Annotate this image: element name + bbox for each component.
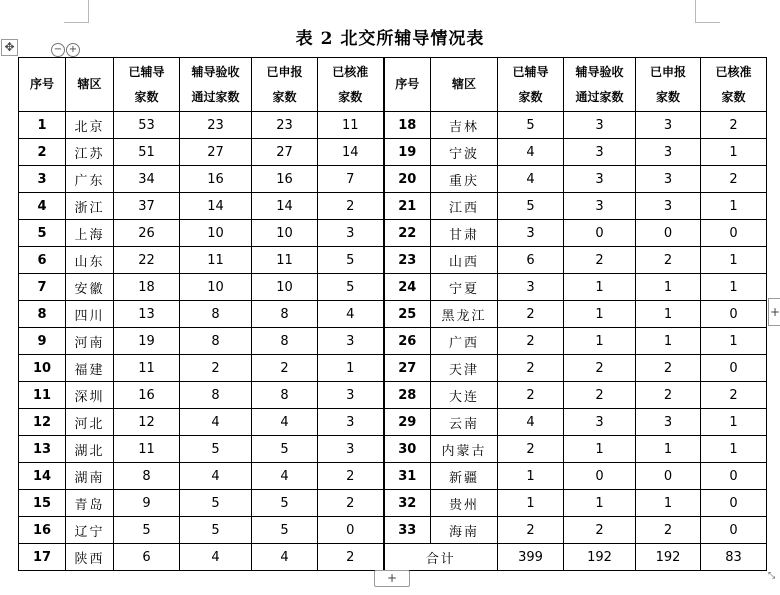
row-index-cell[interactable]: 27	[384, 355, 431, 382]
counseled-cell[interactable]: 53	[114, 112, 180, 139]
header-region[interactable]: 辖区	[66, 58, 114, 112]
approved-cell[interactable]: 2	[701, 166, 767, 193]
table-row	[19, 166, 767, 193]
approved-cell[interactable]: 2	[318, 193, 384, 220]
table-move-handle-icon[interactable]: ✥	[1, 39, 18, 56]
passed-cell[interactable]: 3	[564, 139, 636, 166]
region-cell[interactable]: 深圳	[66, 382, 114, 409]
row-index-cell[interactable]: 16	[19, 517, 66, 544]
passed-cell[interactable]: 0	[564, 220, 636, 247]
counseled-cell[interactable]: 3	[498, 274, 564, 301]
approved-cell[interactable]: 0	[701, 463, 767, 490]
approved-cell[interactable]: 1	[701, 193, 767, 220]
region-cell[interactable]: 黑龙江	[431, 301, 498, 328]
counseled-cell[interactable]: 2	[498, 517, 564, 544]
passed-cell[interactable]: 1	[564, 301, 636, 328]
approved-cell[interactable]: 7	[318, 166, 384, 193]
counseled-cell[interactable]: 5	[498, 112, 564, 139]
passed-cell[interactable]: 5	[180, 490, 252, 517]
counseled-cell[interactable]: 4	[498, 166, 564, 193]
filed-cell[interactable]: 8	[252, 301, 318, 328]
filed-cell[interactable]: 23	[252, 112, 318, 139]
passed-cell[interactable]: 27	[180, 139, 252, 166]
approved-cell[interactable]: 11	[318, 112, 384, 139]
row-index-cell[interactable]: 20	[384, 166, 431, 193]
filed-cell[interactable]: 3	[636, 166, 701, 193]
approved-cell[interactable]: 2	[318, 490, 384, 517]
filed-cell[interactable]: 2	[636, 247, 701, 274]
filed-cell[interactable]: 2	[636, 382, 701, 409]
counseled-cell[interactable]: 2	[498, 382, 564, 409]
row-index-cell[interactable]: 11	[19, 382, 66, 409]
passed-cell[interactable]: 4	[180, 463, 252, 490]
row-index-cell[interactable]: 7	[19, 274, 66, 301]
region-cell[interactable]: 宁波	[431, 139, 498, 166]
counseled-cell[interactable]: 51	[114, 139, 180, 166]
passed-cell[interactable]: 10	[180, 220, 252, 247]
row-index-cell[interactable]: 30	[384, 436, 431, 463]
approved-cell[interactable]: 3	[318, 328, 384, 355]
header-filed[interactable]: 已申报 家数	[636, 58, 701, 112]
header-index[interactable]: 序号	[384, 58, 431, 112]
header-passed[interactable]: 辅导验收 通过家数	[564, 58, 636, 112]
counseled-cell[interactable]: 9	[114, 490, 180, 517]
header-counseled[interactable]: 已辅导 家数	[114, 58, 180, 112]
filed-cell[interactable]: 14	[252, 193, 318, 220]
approved-cell[interactable]: 1	[701, 247, 767, 274]
passed-cell[interactable]: 3	[564, 166, 636, 193]
table-row	[19, 544, 767, 571]
table-row	[19, 517, 767, 544]
passed-cell[interactable]: 16	[180, 166, 252, 193]
remove-column-icon[interactable]: −	[51, 43, 65, 57]
counseled-cell[interactable]: 11	[114, 355, 180, 382]
filed-cell[interactable]: 4	[252, 544, 318, 571]
table-title: 表 2 北交所辅导情况表	[295, 29, 485, 49]
counseled-cell[interactable]: 8	[114, 463, 180, 490]
row-index-cell[interactable]: 18	[384, 112, 431, 139]
approved-cell[interactable]: 3	[318, 436, 384, 463]
filed-cell[interactable]: 3	[636, 193, 701, 220]
region-cell[interactable]: 江西	[431, 193, 498, 220]
filed-cell[interactable]: 2	[636, 355, 701, 382]
passed-cell[interactable]: 2	[564, 382, 636, 409]
approved-cell[interactable]: 0	[701, 220, 767, 247]
approved-cell[interactable]: 2	[318, 463, 384, 490]
approved-cell[interactable]: 3	[318, 220, 384, 247]
passed-cell[interactable]: 2	[564, 247, 636, 274]
counseled-cell[interactable]: 26	[114, 220, 180, 247]
filed-cell[interactable]: 1	[636, 301, 701, 328]
page-corner-top-right	[695, 0, 720, 23]
region-cell[interactable]: 浙江	[66, 193, 114, 220]
counseled-cell[interactable]: 6	[498, 247, 564, 274]
approved-cell[interactable]: 3	[318, 409, 384, 436]
counseled-cell[interactable]: 18	[114, 274, 180, 301]
row-index-cell[interactable]: 22	[384, 220, 431, 247]
region-cell[interactable]: 新疆	[431, 463, 498, 490]
region-cell[interactable]: 重庆	[431, 166, 498, 193]
header-counseled[interactable]: 已辅导 家数	[498, 58, 564, 112]
counseled-cell[interactable]: 12	[114, 409, 180, 436]
approved-cell[interactable]: 0	[701, 301, 767, 328]
approved-cell[interactable]: 5	[318, 274, 384, 301]
passed-cell[interactable]: 1	[564, 490, 636, 517]
row-index-cell[interactable]: 28	[384, 382, 431, 409]
filed-cell[interactable]: 16	[252, 166, 318, 193]
region-cell[interactable]: 青岛	[66, 490, 114, 517]
counseled-cell[interactable]: 13	[114, 301, 180, 328]
counseled-cell[interactable]: 34	[114, 166, 180, 193]
passed-cell[interactable]: 1	[564, 274, 636, 301]
approved-cell[interactable]: 1	[701, 328, 767, 355]
filed-cell[interactable]: 10	[252, 274, 318, 301]
counseled-cell[interactable]: 2	[498, 355, 564, 382]
table-row	[19, 112, 767, 139]
passed-cell[interactable]: 8	[180, 382, 252, 409]
counseled-cell[interactable]: 37	[114, 193, 180, 220]
region-cell[interactable]: 上海	[66, 220, 114, 247]
add-column-button[interactable]: +	[768, 298, 780, 326]
approved-cell[interactable]: 3	[318, 382, 384, 409]
row-index-cell[interactable]: 17	[19, 544, 66, 571]
page-corner-top-left	[64, 0, 89, 23]
region-cell[interactable]: 吉林	[431, 112, 498, 139]
filed-cell[interactable]: 2	[636, 517, 701, 544]
table-row	[19, 409, 767, 436]
table-row	[19, 274, 767, 301]
approved-cell[interactable]: 1	[701, 274, 767, 301]
row-index-cell[interactable]: 4	[19, 193, 66, 220]
filed-cell[interactable]: 1	[636, 490, 701, 517]
row-index-cell[interactable]: 8	[19, 301, 66, 328]
filed-cell[interactable]: 0	[636, 220, 701, 247]
total-approved-cell[interactable]: 83	[701, 544, 767, 571]
passed-cell[interactable]: 10	[180, 274, 252, 301]
counseled-cell[interactable]: 5	[498, 193, 564, 220]
row-index-cell[interactable]: 33	[384, 517, 431, 544]
region-cell[interactable]: 湖南	[66, 463, 114, 490]
approved-cell[interactable]: 1	[701, 436, 767, 463]
counseled-cell[interactable]: 11	[114, 436, 180, 463]
row-index-cell[interactable]: 26	[384, 328, 431, 355]
row-index-cell[interactable]: 9	[19, 328, 66, 355]
passed-cell[interactable]: 2	[180, 355, 252, 382]
filed-cell[interactable]: 27	[252, 139, 318, 166]
table-row	[19, 193, 767, 220]
filed-cell[interactable]: 1	[636, 328, 701, 355]
region-cell[interactable]: 山东	[66, 247, 114, 274]
filed-cell[interactable]: 1	[636, 274, 701, 301]
approved-cell[interactable]: 2	[318, 544, 384, 571]
header-region[interactable]: 辖区	[431, 58, 498, 112]
counseled-cell[interactable]: 5	[114, 517, 180, 544]
approved-cell[interactable]: 4	[318, 301, 384, 328]
row-index-cell[interactable]: 14	[19, 463, 66, 490]
header-approved[interactable]: 已核准 家数	[701, 58, 767, 112]
region-cell[interactable]: 云南	[431, 409, 498, 436]
filed-cell[interactable]: 1	[636, 436, 701, 463]
approved-cell[interactable]: 1	[701, 139, 767, 166]
approved-cell[interactable]: 5	[318, 247, 384, 274]
approved-cell[interactable]: 0	[701, 355, 767, 382]
passed-cell[interactable]: 4	[180, 409, 252, 436]
approved-cell[interactable]: 2	[701, 112, 767, 139]
row-index-cell[interactable]: 1	[19, 112, 66, 139]
row-index-cell[interactable]: 3	[19, 166, 66, 193]
passed-cell[interactable]: 2	[564, 517, 636, 544]
header-filed[interactable]: 已申报 家数	[252, 58, 318, 112]
counseled-cell[interactable]: 4	[498, 409, 564, 436]
table-row	[19, 139, 767, 166]
region-cell[interactable]: 河北	[66, 409, 114, 436]
filed-cell[interactable]: 5	[252, 517, 318, 544]
counseled-cell[interactable]: 16	[114, 382, 180, 409]
region-cell[interactable]: 河南	[66, 328, 114, 355]
row-index-cell[interactable]: 6	[19, 247, 66, 274]
region-cell[interactable]: 贵州	[431, 490, 498, 517]
region-cell[interactable]: 陕西	[66, 544, 114, 571]
total-label-cell[interactable]: 合计	[384, 544, 498, 571]
approved-cell[interactable]: 0	[318, 517, 384, 544]
table-row	[19, 463, 767, 490]
counseled-cell[interactable]: 2	[498, 301, 564, 328]
region-cell[interactable]: 北京	[66, 112, 114, 139]
row-index-cell[interactable]: 21	[384, 193, 431, 220]
passed-cell[interactable]: 3	[564, 409, 636, 436]
row-index-cell[interactable]: 31	[384, 463, 431, 490]
counseled-cell[interactable]: 3	[498, 220, 564, 247]
table-row	[19, 436, 767, 463]
filed-cell[interactable]: 0	[636, 463, 701, 490]
filed-cell[interactable]: 8	[252, 328, 318, 355]
region-cell[interactable]: 江苏	[66, 139, 114, 166]
insert-column-icon[interactable]: +	[66, 43, 80, 57]
passed-cell[interactable]: 8	[180, 301, 252, 328]
region-cell[interactable]: 大连	[431, 382, 498, 409]
header-row	[19, 58, 767, 112]
table-row	[19, 355, 767, 382]
row-index-cell[interactable]: 5	[19, 220, 66, 247]
approved-cell[interactable]: 14	[318, 139, 384, 166]
row-index-cell[interactable]: 29	[384, 409, 431, 436]
region-cell[interactable]: 海南	[431, 517, 498, 544]
passed-cell[interactable]: 8	[180, 328, 252, 355]
approved-cell[interactable]: 0	[701, 517, 767, 544]
region-cell[interactable]: 内蒙古	[431, 436, 498, 463]
table-row	[19, 490, 767, 517]
row-index-cell[interactable]: 15	[19, 490, 66, 517]
filed-cell[interactable]: 8	[252, 382, 318, 409]
region-cell[interactable]: 湖北	[66, 436, 114, 463]
table-row	[19, 382, 767, 409]
passed-cell[interactable]: 5	[180, 436, 252, 463]
row-index-cell[interactable]: 10	[19, 355, 66, 382]
filed-cell[interactable]: 3	[636, 409, 701, 436]
table-row	[19, 301, 767, 328]
passed-cell[interactable]: 3	[564, 193, 636, 220]
counseled-cell[interactable]: 6	[114, 544, 180, 571]
passed-cell[interactable]: 5	[180, 517, 252, 544]
passed-cell[interactable]: 14	[180, 193, 252, 220]
region-cell[interactable]: 甘肃	[431, 220, 498, 247]
header-approved[interactable]: 已核准 家数	[318, 58, 384, 112]
passed-cell[interactable]: 4	[180, 544, 252, 571]
row-index-cell[interactable]: 12	[19, 409, 66, 436]
filed-cell[interactable]: 3	[636, 112, 701, 139]
row-index-cell[interactable]: 25	[384, 301, 431, 328]
passed-cell[interactable]: 3	[564, 112, 636, 139]
row-index-cell[interactable]: 2	[19, 139, 66, 166]
counseled-cell[interactable]: 22	[114, 247, 180, 274]
region-cell[interactable]: 辽宁	[66, 517, 114, 544]
header-passed[interactable]: 辅导验收 通过家数	[180, 58, 252, 112]
table-row	[19, 220, 767, 247]
filed-cell[interactable]: 5	[252, 490, 318, 517]
filed-cell[interactable]: 3	[636, 139, 701, 166]
row-index-cell[interactable]: 24	[384, 274, 431, 301]
counseled-cell[interactable]: 2	[498, 328, 564, 355]
region-cell[interactable]: 广西	[431, 328, 498, 355]
passed-cell[interactable]: 11	[180, 247, 252, 274]
row-index-cell[interactable]: 23	[384, 247, 431, 274]
passed-cell[interactable]: 1	[564, 328, 636, 355]
filed-cell[interactable]: 5	[252, 436, 318, 463]
filed-cell[interactable]: 10	[252, 220, 318, 247]
total-filed-cell[interactable]: 192	[636, 544, 701, 571]
header-index[interactable]: 序号	[19, 58, 66, 112]
region-cell[interactable]: 山西	[431, 247, 498, 274]
table-resize-handle-icon[interactable]: ⤡	[768, 571, 776, 581]
passed-cell[interactable]: 2	[564, 355, 636, 382]
total-passed-cell[interactable]: 192	[564, 544, 636, 571]
counseled-cell[interactable]: 4	[498, 139, 564, 166]
row-index-cell[interactable]: 13	[19, 436, 66, 463]
region-cell[interactable]: 安徽	[66, 274, 114, 301]
approved-cell[interactable]: 1	[701, 409, 767, 436]
table-row	[19, 328, 767, 355]
total-counseled-cell[interactable]: 399	[498, 544, 564, 571]
region-cell[interactable]: 四川	[66, 301, 114, 328]
filed-cell[interactable]: 2	[252, 355, 318, 382]
row-index-cell[interactable]: 19	[384, 139, 431, 166]
approved-cell[interactable]: 2	[701, 382, 767, 409]
region-cell[interactable]: 广东	[66, 166, 114, 193]
passed-cell[interactable]: 0	[564, 463, 636, 490]
region-cell[interactable]: 天津	[431, 355, 498, 382]
passed-cell[interactable]: 23	[180, 112, 252, 139]
row-index-cell[interactable]: 32	[384, 490, 431, 517]
filed-cell[interactable]: 4	[252, 409, 318, 436]
filed-cell[interactable]: 4	[252, 463, 318, 490]
region-cell[interactable]: 宁夏	[431, 274, 498, 301]
approved-cell[interactable]: 1	[318, 355, 384, 382]
counseled-cell[interactable]: 19	[114, 328, 180, 355]
add-row-button[interactable]: +	[374, 570, 410, 587]
counseling-table	[18, 57, 767, 571]
filed-cell[interactable]: 11	[252, 247, 318, 274]
approved-cell[interactable]: 0	[701, 490, 767, 517]
region-cell[interactable]: 福建	[66, 355, 114, 382]
counseled-cell[interactable]: 1	[498, 463, 564, 490]
counseled-cell[interactable]: 2	[498, 436, 564, 463]
passed-cell[interactable]: 1	[564, 436, 636, 463]
counseled-cell[interactable]: 1	[498, 490, 564, 517]
table-row	[19, 247, 767, 274]
